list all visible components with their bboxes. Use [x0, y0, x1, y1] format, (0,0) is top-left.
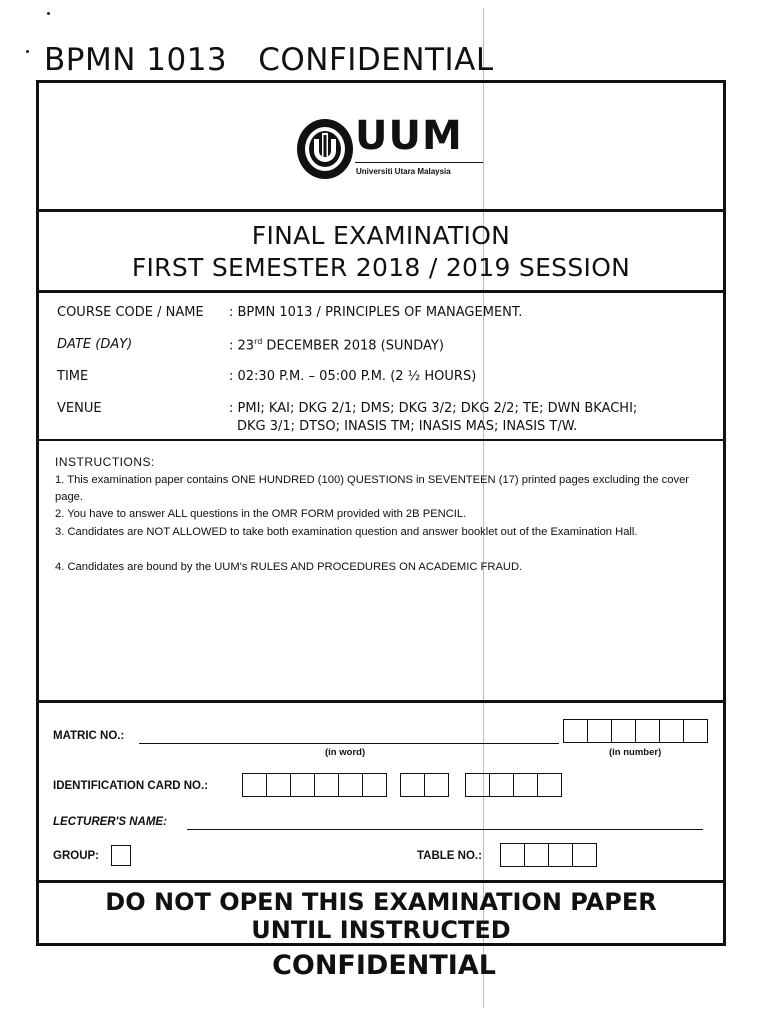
uum-crest-icon: [295, 117, 355, 181]
scan-dot: [26, 50, 29, 53]
matric-number-caption: (in number): [609, 747, 662, 758]
table-number-boxes[interactable]: [500, 843, 596, 867]
exam-session: FIRST SEMESTER 2018 / 2019 SESSION: [131, 253, 631, 282]
cover-frame: [36, 80, 726, 946]
group-label: GROUP:: [53, 850, 99, 862]
ic-boxes-group-3[interactable]: [465, 773, 561, 797]
instruction-item: 4. Candidates are bound by the UUM's RULES AND PROCEDURES ON ACADEMIC FRAUD.: [55, 561, 523, 573]
venue-value-line1: : PMI; KAI; DKG 2/1; DMS; DKG 3/2; DKG 2/2; TE; DWN BKACHI;: [229, 401, 638, 416]
logo-wordmark: UUM: [355, 113, 463, 159]
lecturer-label: LECTURER'S NAME:: [53, 816, 167, 828]
page-header: BPMN 1013 CONFIDENTIAL: [44, 42, 494, 78]
instructions-title: INSTRUCTIONS:: [55, 455, 155, 469]
table-label: TABLE NO.:: [417, 850, 482, 862]
divider: [39, 290, 723, 293]
instruction-item: 1. This examination paper contains ONE HUNDRED (100) QUESTIONS in SEVENTEEN (17) printed pages excluding the cover page.: [55, 474, 690, 503]
divider: [39, 700, 723, 703]
logo-subtitle: Universiti Utara Malaysia: [356, 167, 451, 176]
warning-line-1: DO NOT OPEN THIS EXAMINATION PAPER: [105, 888, 657, 916]
venue-value-line2: DKG 3/1; DTSO; INASIS TM; INASIS MAS; INASIS T/W.: [237, 419, 578, 434]
matric-word-caption: (in word): [325, 747, 366, 758]
venue-label: VENUE: [57, 401, 102, 416]
matric-word-field[interactable]: [139, 743, 559, 744]
lecturer-name-field[interactable]: [187, 829, 703, 830]
instruction-item: 2. You have to answer ALL questions in the OMR FORM provided with 2B PENCIL.: [55, 508, 467, 520]
matric-label: MATRIC NO.:: [53, 730, 125, 742]
ic-boxes-group-1[interactable]: [242, 773, 386, 797]
matric-number-boxes[interactable]: [563, 719, 707, 743]
ic-boxes-group-2[interactable]: [400, 773, 448, 797]
date-value: : 23rd DECEMBER 2018 (SUNDAY): [229, 337, 444, 354]
course-label: COURSE CODE / NAME: [57, 305, 204, 320]
divider: [39, 439, 723, 441]
instruction-item: 3. Candidates are NOT ALLOWED to take both examination question and answer booklet out of the Examination Hall.: [55, 526, 638, 538]
logo-divider: [355, 162, 483, 163]
uum-logo: [295, 113, 495, 187]
course-value: : BPMN 1013 / PRINCIPLES OF MANAGEMENT.: [229, 305, 523, 320]
exam-title: FINAL EXAMINATION: [251, 221, 511, 250]
warning-line-2: UNTIL INSTRUCTED: [251, 916, 511, 944]
group-box[interactable]: [111, 845, 130, 866]
time-label: TIME: [57, 369, 89, 384]
date-label: DATE (DAY): [57, 337, 133, 352]
divider: [39, 880, 723, 883]
scan-dot: [47, 12, 50, 15]
time-value: : 02:30 P.M. – 05:00 P.M. (2 ½ HOURS): [229, 369, 477, 384]
page-footer: CONFIDENTIAL: [272, 950, 496, 981]
ic-label: IDENTIFICATION CARD NO.:: [53, 780, 209, 792]
divider: [39, 209, 723, 212]
